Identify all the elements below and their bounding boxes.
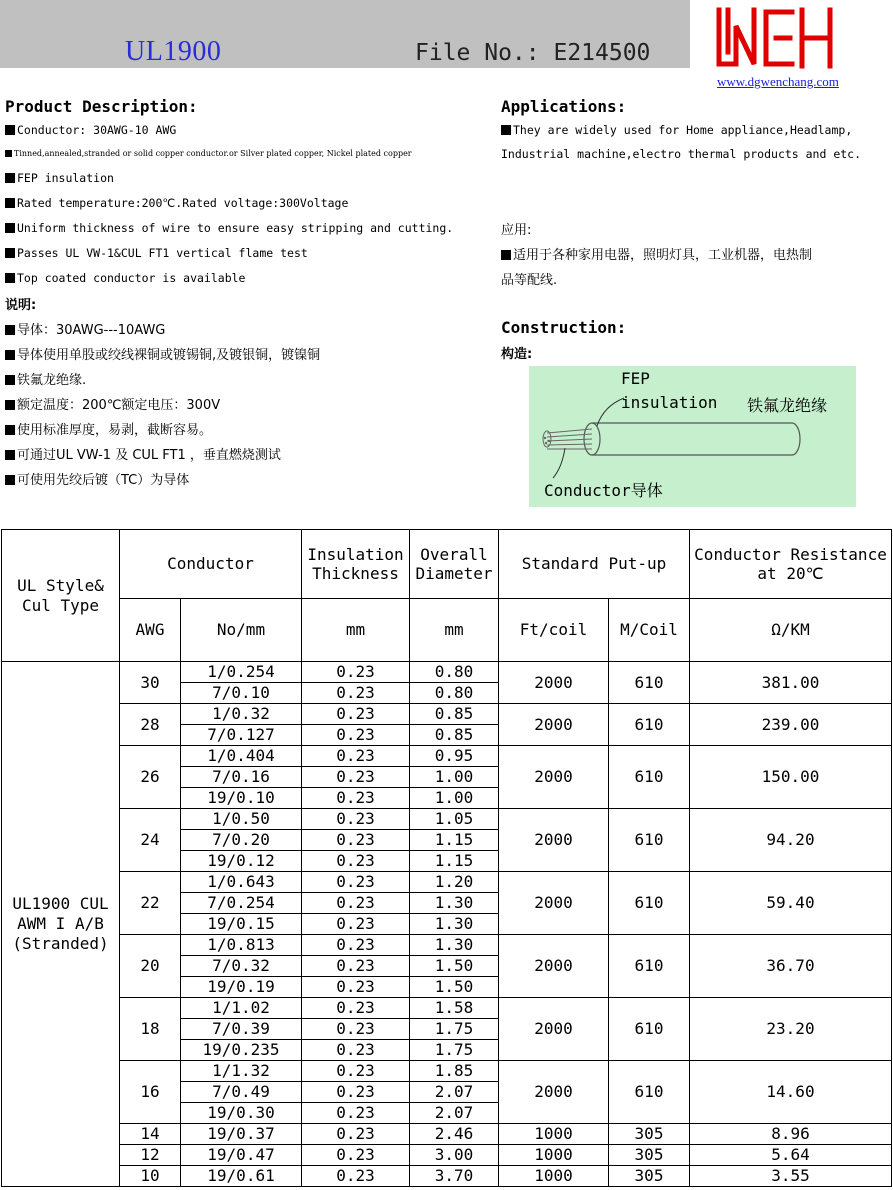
insulation-cell: 0.23	[302, 893, 410, 914]
strand-cell: 1/0.32	[181, 704, 302, 725]
desc-item: Conductor: 30AWG-10 AWG	[5, 123, 176, 137]
table-row	[2, 1166, 892, 1187]
bullet-icon	[5, 350, 15, 360]
table-row	[2, 1061, 892, 1082]
ftcoil-cell: 2000	[499, 809, 609, 872]
desc-item: Uniform thickness of wire to ensure easy stripping and cutting.	[5, 221, 453, 235]
strand-cell: 19/0.30	[181, 1103, 302, 1124]
header-od-unit: mm	[410, 599, 499, 662]
strand-cell: 1/0.404	[181, 746, 302, 767]
table-row	[2, 746, 892, 767]
insulation-cell: 0.23	[302, 1145, 410, 1166]
diameter-cell: 3.70	[410, 1166, 499, 1187]
header-mcoil: M/Coil	[609, 599, 690, 662]
diameter-cell: 3.00	[410, 1145, 499, 1166]
resistance-cell: 8.96	[690, 1124, 892, 1145]
ftcoil-cell: 2000	[499, 872, 609, 935]
file-number: File No.: E214500	[415, 40, 651, 66]
diameter-cell: 1.75	[410, 1019, 499, 1040]
strand-cell: 1/0.254	[181, 662, 302, 683]
header-putup: Standard Put-up	[499, 530, 690, 599]
insulation-cell: 0.23	[302, 956, 410, 977]
strand-cell: 7/0.16	[181, 767, 302, 788]
strand-cell: 1/0.813	[181, 935, 302, 956]
table-row	[2, 809, 892, 830]
insulation-cn-label: 铁氟龙绝缘	[747, 396, 828, 415]
spec-table	[1, 529, 892, 1187]
insulation-cell: 0.23	[302, 1124, 410, 1145]
construction-diagram	[529, 366, 856, 507]
desc-item: Top coated conductor is available	[5, 271, 245, 285]
insulation-cell: 0.23	[302, 704, 410, 725]
insulation-label: insulation	[621, 393, 718, 412]
insulation-cell: 0.23	[302, 725, 410, 746]
applications-line: Industrial machine,electro thermal products and etc.	[501, 147, 862, 161]
description-title: Product Description:	[5, 97, 198, 116]
diameter-cell: 1.15	[410, 851, 499, 872]
bullet-icon	[5, 325, 15, 335]
insulation-cell: 0.23	[302, 788, 410, 809]
strand-cell: 19/0.15	[181, 914, 302, 935]
mcoil-cell: 305	[609, 1166, 690, 1187]
strand-cell: 1/0.643	[181, 872, 302, 893]
ftcoil-cell: 2000	[499, 662, 609, 704]
model-title: UL1900	[125, 36, 222, 67]
strand-cell: 19/0.19	[181, 977, 302, 998]
bullet-icon	[501, 250, 511, 260]
mcoil-cell: 610	[609, 704, 690, 746]
insulation-cell: 0.23	[302, 767, 410, 788]
insulation-cell: 0.23	[302, 746, 410, 767]
mcoil-cell: 305	[609, 1124, 690, 1145]
mcoil-cell: 305	[609, 1145, 690, 1166]
header-awg: AWG	[120, 599, 181, 662]
desc-cn-item: 使用标准厚度，易剥，截断容易。	[5, 419, 212, 438]
insulation-cell: 0.23	[302, 914, 410, 935]
insulation-cell: 0.23	[302, 1166, 410, 1187]
mcoil-cell: 610	[609, 935, 690, 998]
bullet-icon	[5, 173, 15, 183]
header-resistance: Conductor Resistance at 20℃	[690, 530, 892, 599]
bullet-icon	[501, 125, 511, 135]
strand-cell: 19/0.10	[181, 788, 302, 809]
bullet-icon	[5, 450, 15, 460]
ftcoil-cell: 1000	[499, 1145, 609, 1166]
insulation-cell: 0.23	[302, 1061, 410, 1082]
diameter-cell: 1.75	[410, 1040, 499, 1061]
table-row	[2, 998, 892, 1019]
ftcoil-cell: 1000	[499, 1124, 609, 1145]
table-row	[2, 704, 892, 725]
strand-cell: 19/0.235	[181, 1040, 302, 1061]
desc-cn-item: 可使用先绞后镀（TC）为导体	[5, 469, 189, 488]
ftcoil-cell: 2000	[499, 935, 609, 998]
awg-cell: 18	[120, 998, 181, 1061]
bullet-icon	[5, 475, 15, 485]
ftcoil-cell: 1000	[499, 1166, 609, 1187]
desc-item: FEP insulation	[5, 171, 114, 185]
diameter-cell: 2.07	[410, 1103, 499, 1124]
desc-item: Passes UL VW-1&CUL FT1 vertical flame test	[5, 246, 308, 260]
header-ftcoil: Ft/coil	[499, 599, 609, 662]
desc-cn-item: 铁氟龙绝缘.	[5, 369, 86, 388]
insulation-cell: 0.23	[302, 1019, 410, 1040]
resistance-cell: 36.70	[690, 935, 892, 998]
desc-item: Tinned,annealed,stranded or solid copper conductor.or Silver plated copper, Nickel plated copper	[5, 149, 412, 158]
bullet-icon	[5, 400, 15, 410]
resistance-cell: 23.20	[690, 998, 892, 1061]
diameter-cell: 0.85	[410, 725, 499, 746]
desc-item: Rated temperature:200℃.Rated voltage:300Voltage	[5, 196, 348, 210]
insulation-cell: 0.23	[302, 683, 410, 704]
awg-cell: 10	[120, 1166, 181, 1187]
desc-cn-item: 可通过UL VW-1 及 CUL FT1 ，垂直燃烧测试	[5, 444, 281, 463]
insulation-cell: 0.23	[302, 1082, 410, 1103]
conductor-label: Conductor导体	[544, 481, 663, 500]
strand-cell: 19/0.61	[181, 1166, 302, 1187]
diameter-cell: 1.30	[410, 914, 499, 935]
awg-cell: 16	[120, 1061, 181, 1124]
mcoil-cell: 610	[609, 872, 690, 935]
mcoil-cell: 610	[609, 746, 690, 809]
diameter-cell: 1.30	[410, 893, 499, 914]
diameter-cell: 1.58	[410, 998, 499, 1019]
desc-cn-item: 导体使用单股或绞线裸铜或镀锡铜,及镀银铜，镀镍铜	[5, 344, 320, 363]
insulation-cell: 0.23	[302, 1103, 410, 1124]
diameter-cell: 1.00	[410, 767, 499, 788]
diameter-cell: 0.85	[410, 704, 499, 725]
table-row	[2, 1145, 892, 1166]
insulation-cell: 0.23	[302, 1040, 410, 1061]
diameter-cell: 1.05	[410, 809, 499, 830]
table-row	[2, 1124, 892, 1145]
insulation-cell: 0.23	[302, 809, 410, 830]
header-style: UL Style& Cul Type	[2, 530, 120, 662]
strand-cell: 7/0.49	[181, 1082, 302, 1103]
insulation-cell: 0.23	[302, 935, 410, 956]
insulation-cell: 0.23	[302, 998, 410, 1019]
construction-title: Construction:	[501, 318, 627, 337]
header-insulation: Insulation Thickness	[302, 530, 410, 599]
awg-cell: 26	[120, 746, 181, 809]
diameter-cell: 1.20	[410, 872, 499, 893]
awg-cell: 22	[120, 872, 181, 935]
construction-cn-title: 构造:	[501, 347, 533, 362]
mcoil-cell: 610	[609, 1061, 690, 1124]
bullet-icon	[5, 375, 15, 385]
applications-cn-title: 应用:	[501, 223, 532, 238]
resistance-cell: 5.64	[690, 1145, 892, 1166]
awg-cell: 28	[120, 704, 181, 746]
resistance-cell: 59.40	[690, 872, 892, 935]
table-row	[2, 872, 892, 893]
diameter-cell: 1.50	[410, 977, 499, 998]
table-row	[2, 662, 892, 683]
applications-title: Applications:	[501, 97, 627, 116]
insulation-cell: 0.23	[302, 830, 410, 851]
strand-cell: 1/1.32	[181, 1061, 302, 1082]
bullet-icon	[5, 425, 15, 435]
diameter-cell: 0.80	[410, 662, 499, 683]
applications-cn-line: 品等配线.	[501, 273, 558, 288]
desc-cn-item: 额定温度：200℃额定电压：300V	[5, 394, 220, 413]
mcoil-cell: 610	[609, 809, 690, 872]
insulation-cell: 0.23	[302, 851, 410, 872]
applications-cn-line: 适用于各种家用电器，照明灯具，工业机器，电热制	[501, 244, 812, 263]
table-row	[2, 935, 892, 956]
bullet-icon	[5, 125, 15, 135]
ftcoil-cell: 2000	[499, 704, 609, 746]
strand-cell: 19/0.47	[181, 1145, 302, 1166]
strand-cell: 7/0.127	[181, 725, 302, 746]
diameter-cell: 2.07	[410, 1082, 499, 1103]
diameter-cell: 1.50	[410, 956, 499, 977]
style-cell: UL1900 CUL AWM I A/B (Stranded)	[2, 662, 120, 1187]
ftcoil-cell: 2000	[499, 1061, 609, 1124]
resistance-cell: 3.55	[690, 1166, 892, 1187]
bullet-icon	[5, 150, 12, 157]
company-logo	[714, 4, 836, 74]
insulation-cell: 0.23	[302, 977, 410, 998]
diameter-cell: 0.80	[410, 683, 499, 704]
mcoil-cell: 610	[609, 998, 690, 1061]
header-res-unit: Ω/KM	[690, 599, 892, 662]
awg-cell: 12	[120, 1145, 181, 1166]
desc-cn-item: 导体：30AWG---10AWG	[5, 319, 165, 338]
strand-cell: 7/0.32	[181, 956, 302, 977]
diameter-cell: 2.46	[410, 1124, 499, 1145]
resistance-cell: 14.60	[690, 1061, 892, 1124]
insulation-cell: 0.23	[302, 872, 410, 893]
resistance-cell: 381.00	[690, 662, 892, 704]
bullet-icon	[5, 223, 15, 233]
strand-cell: 7/0.10	[181, 683, 302, 704]
strand-cell: 7/0.20	[181, 830, 302, 851]
awg-cell: 20	[120, 935, 181, 998]
strand-cell: 7/0.39	[181, 1019, 302, 1040]
header-conductor: Conductor	[120, 530, 302, 599]
header-overall: Overall Diameter	[410, 530, 499, 599]
ftcoil-cell: 2000	[499, 998, 609, 1061]
strand-cell: 1/0.50	[181, 809, 302, 830]
resistance-cell: 150.00	[690, 746, 892, 809]
header-nomm: No/mm	[181, 599, 302, 662]
fep-label: FEP	[621, 369, 650, 388]
strand-cell: 19/0.37	[181, 1124, 302, 1145]
awg-cell: 24	[120, 809, 181, 872]
insulation-cell: 0.23	[302, 662, 410, 683]
header-ins-unit: mm	[302, 599, 410, 662]
applications-line: They are widely used for Home appliance,Headlamp,	[501, 123, 852, 137]
awg-cell: 14	[120, 1124, 181, 1145]
mcoil-cell: 610	[609, 662, 690, 704]
strand-cell: 19/0.12	[181, 851, 302, 872]
bullet-icon	[5, 273, 15, 283]
bullet-icon	[5, 248, 15, 258]
website-link[interactable]: www.dgwenchang.com	[717, 74, 839, 89]
diameter-cell: 1.00	[410, 788, 499, 809]
awg-cell: 30	[120, 662, 181, 704]
diameter-cell: 1.85	[410, 1061, 499, 1082]
diameter-cell: 1.30	[410, 935, 499, 956]
ftcoil-cell: 2000	[499, 746, 609, 809]
strand-cell: 7/0.254	[181, 893, 302, 914]
strand-cell: 1/1.02	[181, 998, 302, 1019]
resistance-cell: 239.00	[690, 704, 892, 746]
resistance-cell: 94.20	[690, 809, 892, 872]
bullet-icon	[5, 198, 15, 208]
diameter-cell: 1.15	[410, 830, 499, 851]
diameter-cell: 0.95	[410, 746, 499, 767]
description-cn-title: 说明:	[5, 298, 37, 313]
